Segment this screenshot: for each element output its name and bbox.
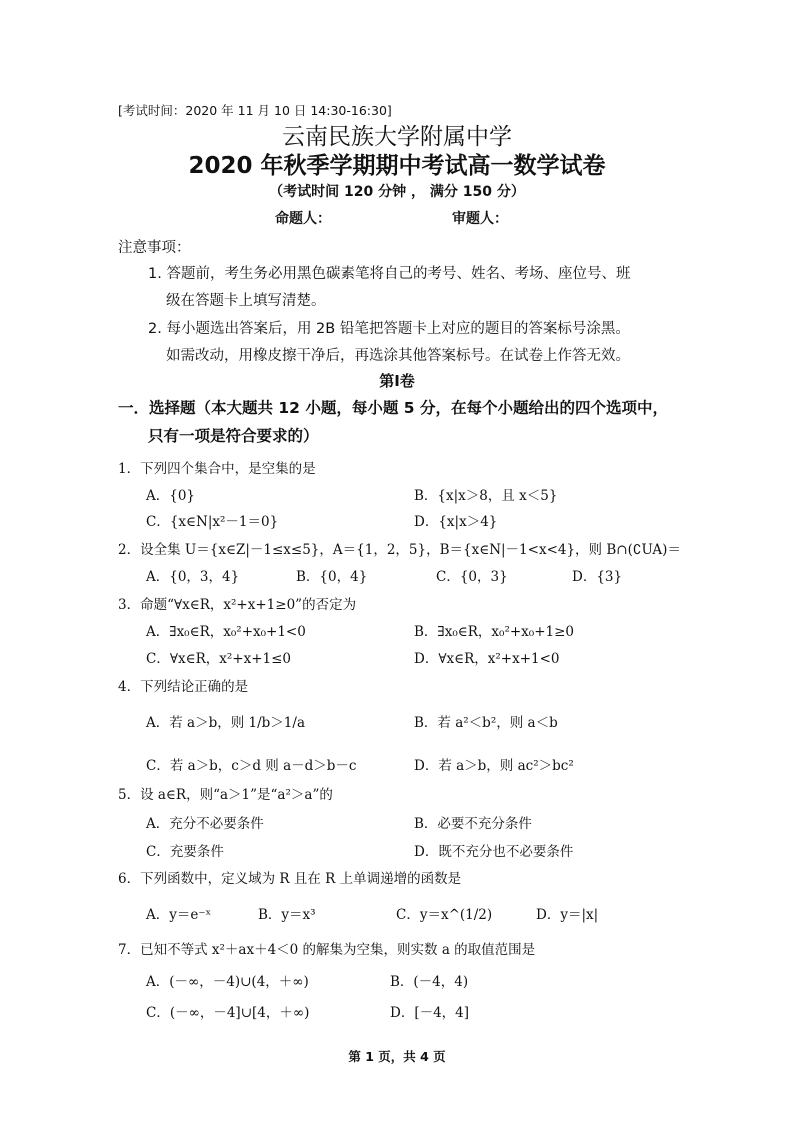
question-2-option-c: C．{0，3} <box>436 569 508 585</box>
question-6-option-d: D．y＝|x| <box>536 907 599 923</box>
exam-title: 2020 年秋季学期期中考试高一数学试卷 <box>188 153 606 179</box>
question-1-option-c: C．{x∈N|x²－1＝0} <box>146 514 279 530</box>
question-3-stem: 3．命题“∀x∈R，x²+x+1≥0”的否定为 <box>118 597 357 613</box>
question-4-stem: 4．下列结论正确的是 <box>118 679 249 695</box>
question-1-option-d: D．{x|x＞4} <box>414 514 498 530</box>
reviewer-label: 审题人： <box>452 211 508 227</box>
question-5-option-d: D．既不充分也不必要条件 <box>414 844 574 860</box>
question-3-option-b: B．∃x₀∈R，x₀²+x₀+1≥0 <box>414 624 575 640</box>
question-7-option-a: A．(－∞，－4)∪(4，＋∞) <box>146 974 309 990</box>
question-1-option-b: B．{x|x＞8，且 x＜5} <box>414 488 558 504</box>
question-6-option-b: B．y＝x³ <box>258 907 316 923</box>
question-2-option-a: A．{0，3，4} <box>146 569 240 585</box>
question-6-stem: 6．下列函数中，定义域为 R 且在 R 上单调递增的函数是 <box>118 871 462 887</box>
question-5-option-c: C．充要条件 <box>146 844 224 860</box>
question-3-option-d: D．∀x∈R，x²+x+1<0 <box>414 651 560 667</box>
part-title: 第Ⅰ卷 <box>379 372 415 390</box>
question-2-option-b: B．{0，4} <box>296 569 368 585</box>
notice-item-1-line-2: 级在答题卡上填写清楚。 <box>166 293 326 309</box>
page-footer: 第 1 页，共 4 页 <box>348 1049 446 1064</box>
notice-item-2-line-2: 如需改动，用橡皮擦干净后，再选涂其他答案标号。在试卷上作答无效。 <box>166 348 630 364</box>
question-4-option-a: A．若 a＞b，则 1/b＞1/a <box>146 715 305 731</box>
question-7-option-b: B．(－4，4) <box>390 974 469 990</box>
notice-item-2-line-1: 2. 每小题选出答案后，用 2B 铅笔把答题卡上对应的题目的答案标号涂黑。 <box>148 321 630 337</box>
question-6-option-a: A．y＝e⁻ˣ <box>146 907 212 923</box>
question-1-option-a: A．{0} <box>146 488 196 504</box>
question-2-option-d: D．{3} <box>572 569 623 585</box>
question-7-stem: 7．已知不等式 x²＋ax＋4＜0 的解集为空集，则实数 a 的取值范围是 <box>118 942 536 958</box>
school-name: 云南民族大学附属中学 <box>282 124 512 150</box>
question-3-option-a: A．∃x₀∈R，x₀²+x₀+1<0 <box>146 624 306 640</box>
notice-heading: 注意事项： <box>118 240 191 256</box>
question-5-option-b: B．必要不充分条件 <box>414 816 532 832</box>
question-6-option-c: C．y＝x^(1/2) <box>396 907 493 923</box>
section-heading-line-1: 一．选择题（本大题共 12 小题，每小题 5 分，在每个小题给出的四个选项中， <box>118 399 668 417</box>
exam-time: [考试时间：2020 年 11 月 10 日 14:30-16:30] <box>118 103 392 118</box>
section-heading-line-2: 只有一项是符合要求的） <box>148 427 319 445</box>
question-5-stem: 5．设 a∈R，则“a＞1”是“a²＞a”的 <box>118 787 333 803</box>
question-1-stem: 1．下列四个集合中，是空集的是 <box>118 461 316 477</box>
question-4-option-b: B．若 a²＜b²，则 a＜b <box>414 715 558 731</box>
exam-subtitle: （考试时间 120 分钟 ， 满分 150 分） <box>269 184 525 200</box>
question-3-option-c: C．∀x∈R，x²+x+1≤0 <box>146 651 291 667</box>
question-7-option-c: C．(－∞，－4]∪[4，＋∞) <box>146 1005 310 1021</box>
question-2-stem: 2．设全集 U＝{x∈Z|－1≤x≤5}，A＝{1，2，5}，B＝{x∈N|－1<x<4}，则 B∩(∁UA)＝ <box>118 542 681 558</box>
setter-label: 命题人： <box>275 211 331 227</box>
question-4-option-c: C．若 a＞b，c＞d 则 a－d＞b－c <box>146 758 357 774</box>
question-5-option-a: A．充分不必要条件 <box>146 816 264 832</box>
notice-item-1-line-1: 1. 答题前，考生务必用黑色碳素笔将自己的考号、姓名、考场、座位号、班 <box>148 266 631 282</box>
question-7-option-d: D．[－4，4] <box>390 1005 470 1021</box>
question-4-option-d: D．若 a＞b，则 ac²＞bc² <box>414 758 574 774</box>
